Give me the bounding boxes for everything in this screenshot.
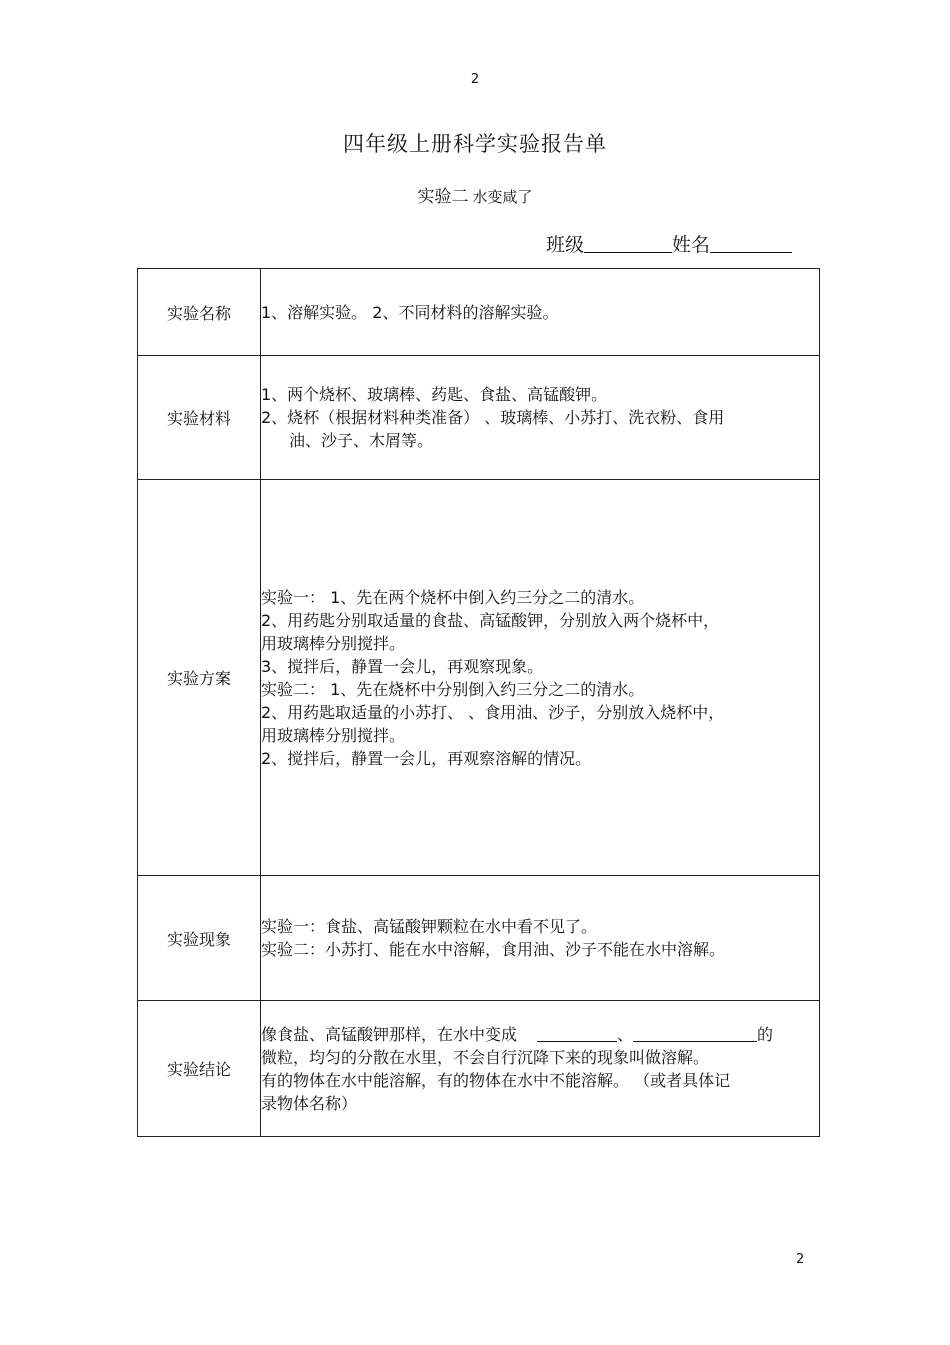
- plan-line: 实验一： 1、先在两个烧杯中倒入约三分之二的清水。: [261, 587, 645, 607]
- materials-line-2: 2、烧杯（根据材料种类准备） 、玻璃棒、小苏打、洗衣粉、食用: [261, 408, 725, 427]
- row-label: 实验材料: [138, 356, 261, 480]
- row-value: 1、溶解实验。 2、不同材料的溶解实验。: [261, 269, 820, 356]
- conclusion-line-4: 录物体名称）: [261, 1093, 358, 1113]
- table-row-experiment-name: [138, 269, 820, 356]
- row-label: 实验结论: [138, 1001, 261, 1137]
- row-label: 实验现象: [138, 876, 261, 1001]
- table-row-phenomenon: [138, 876, 820, 1001]
- phenomenon-line-1: 实验一：食盐、高锰酸钾颗粒在水中看不见了。: [261, 917, 598, 936]
- plan-line: 2、搅拌后，静置一会儿，再观察溶解的情况。: [261, 748, 592, 768]
- phenomenon-line-2: 实验二：小苏打、能在水中溶解，食用油、沙子不能在水中溶解。: [261, 940, 726, 959]
- conclusion-line-1: [261, 1023, 819, 1046]
- table-row-materials: [138, 356, 820, 480]
- name-label: 姓名: [672, 234, 711, 256]
- conclusion-blank-1[interactable]: [537, 1024, 617, 1042]
- plan-line: 3、搅拌后，静置一会儿，再观察现象。: [261, 656, 544, 676]
- plan-line: 用玻璃棒分别搅拌。: [261, 633, 406, 653]
- conclusion-separator: 、: [617, 1024, 634, 1044]
- table-row-conclusion: [138, 1001, 820, 1137]
- table-row-plan: [138, 480, 820, 876]
- row-label: 实验名称: [138, 269, 261, 356]
- plan-line: 实验二： 1、先在烧杯中分别倒入约三分之二的清水。: [261, 679, 645, 699]
- row-value: [261, 480, 820, 876]
- document-title: 四年级上册科学实验报告单: [343, 132, 607, 156]
- row-value: [261, 1001, 820, 1137]
- subtitle-experiment-name: 水变咸了: [472, 188, 533, 206]
- plan-line: 2、用药匙分别取适量的食盐、高锰酸钾，分别放入两个烧杯中，: [261, 610, 720, 630]
- materials-line-1: 1、两个烧杯、玻璃棒、药匙、食盐、高锰酸钾。: [261, 385, 608, 404]
- row-label: 实验方案: [138, 480, 261, 876]
- page-number-top: 2: [470, 72, 480, 87]
- conclusion-text: 的: [757, 1024, 774, 1044]
- conclusion-text: 像食盐、高锰酸钾那样，在水中变成: [261, 1024, 518, 1044]
- document-subtitle: [0, 182, 950, 207]
- conclusion-line-2: 微粒，均匀的分散在水里，不会自行沉降下来的现象叫做溶解。: [261, 1047, 710, 1067]
- name-blank-field[interactable]: [710, 233, 792, 253]
- student-info-line: [546, 230, 792, 257]
- row-value: [261, 876, 820, 1001]
- class-blank-field[interactable]: [584, 233, 672, 253]
- page-number-bottom: 2: [796, 1252, 805, 1267]
- plan-line: 用玻璃棒分别搅拌。: [261, 725, 406, 745]
- conclusion-line-3: 有的物体在水中能溶解，有的物体在水中不能溶解。 （或者具体记: [261, 1070, 731, 1090]
- materials-line-3: 油、沙子、木屑等。: [289, 431, 434, 450]
- report-table: [137, 268, 820, 1137]
- row-value: [261, 356, 820, 480]
- plan-line: 2、用药匙取适量的小苏打、 、食用油、沙子，分别放入烧杯中，: [261, 702, 725, 722]
- class-label: 班级: [546, 234, 585, 256]
- conclusion-blank-2[interactable]: [633, 1024, 757, 1042]
- subtitle-experiment-number: 实验二: [417, 187, 469, 207]
